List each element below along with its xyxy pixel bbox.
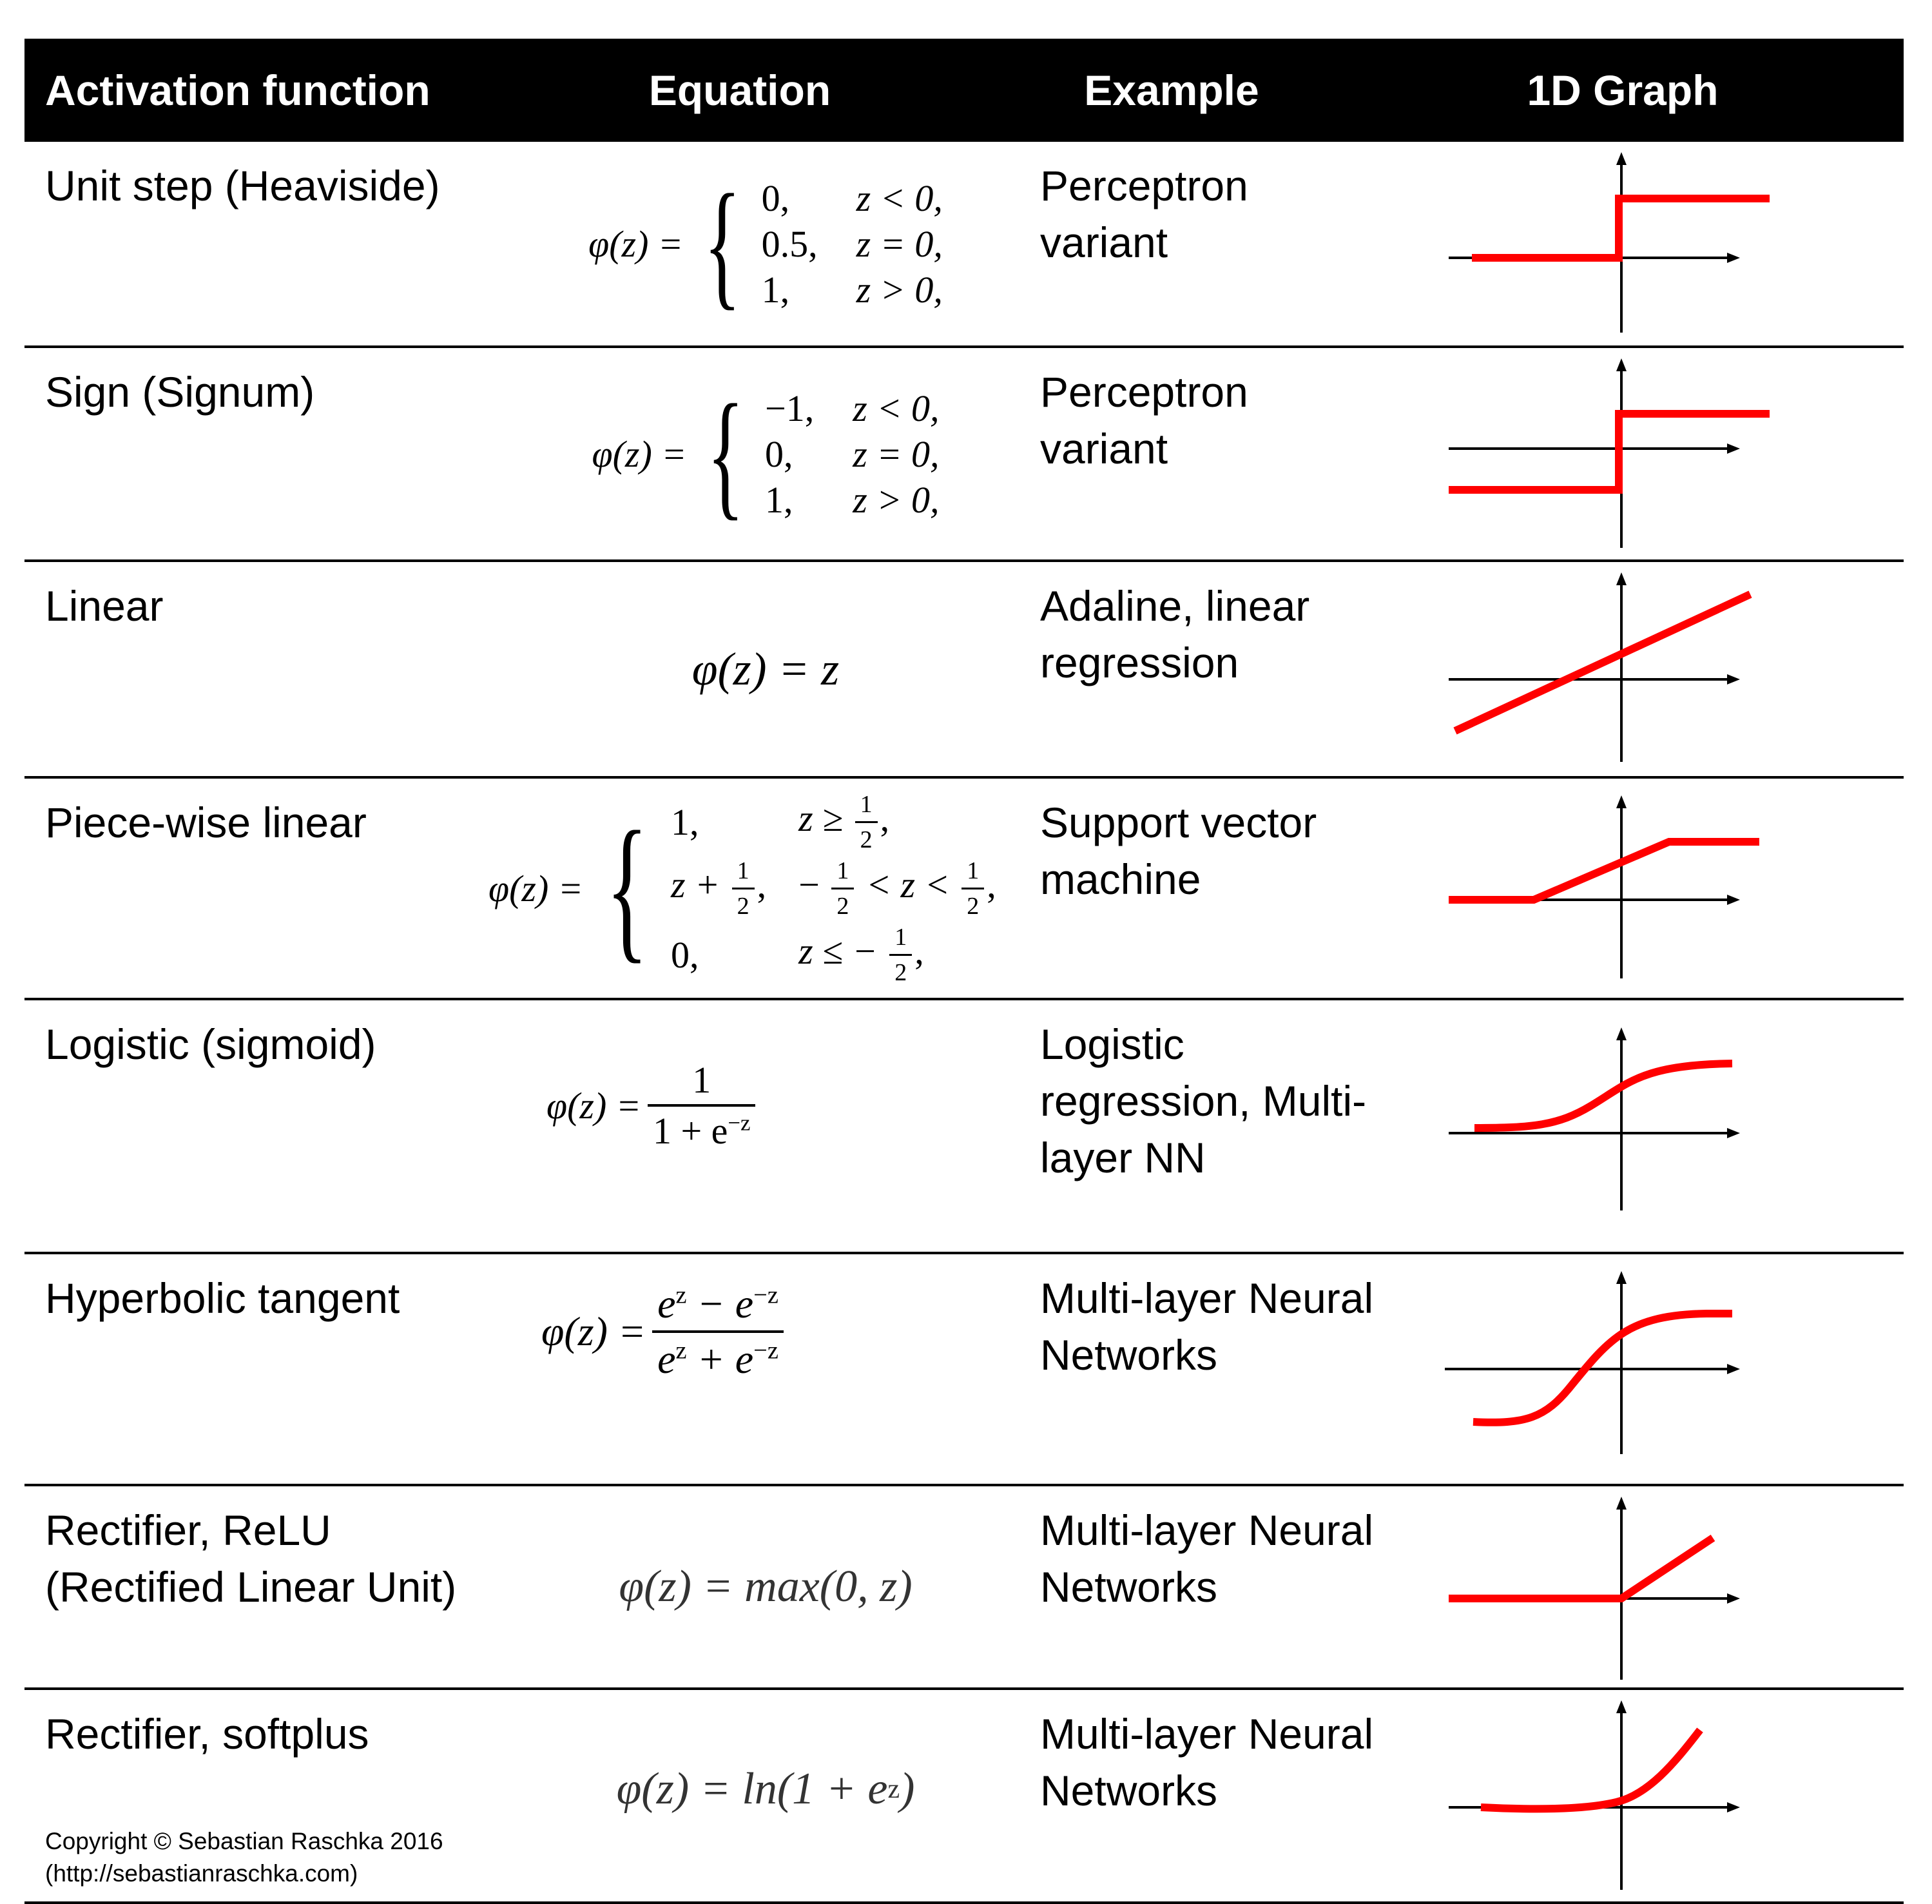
equation-lhs: φ(z) = <box>488 867 583 909</box>
copyright-url: (http://sebastianraschka.com) <box>45 1860 358 1887</box>
equation <box>488 1254 1096 1484</box>
sign-function-graph <box>1436 357 1771 550</box>
step-function-graph <box>1436 151 1771 335</box>
numerator: 1 <box>860 790 873 818</box>
separator: , <box>880 797 890 839</box>
sigmoid-graph <box>1436 1009 1771 1216</box>
piecewise-linear-graph <box>1436 788 1771 981</box>
example-text: Support vector machine <box>1040 799 1317 903</box>
y-axis-arrow-icon <box>1616 1271 1627 1284</box>
function-curve <box>1474 1064 1732 1128</box>
exponent: −z <box>728 1110 751 1136</box>
function-curve <box>1472 199 1770 258</box>
separator: , <box>987 863 996 906</box>
example-text: Perceptron variant <box>1040 368 1248 472</box>
left-brace: { <box>605 799 648 977</box>
function-name: Logistic (sigmoid) <box>45 1020 376 1068</box>
case-condition: z > 0, <box>856 268 943 311</box>
fraction <box>652 1280 784 1383</box>
x-axis-arrow-icon <box>1727 674 1740 685</box>
function-curve <box>1455 594 1750 731</box>
equation <box>488 1690 1043 1901</box>
value-text: z + <box>670 863 720 906</box>
function-name: Piece-wise linear <box>45 799 367 846</box>
separator: , <box>914 929 924 972</box>
condition-text: < z < <box>865 863 950 906</box>
x-axis-arrow-icon <box>1727 443 1740 454</box>
case-condition: z < 0, <box>856 177 943 219</box>
case-value: −1, <box>765 387 815 429</box>
header-activation-function: Activation function <box>45 66 430 114</box>
equation <box>488 142 1043 345</box>
function-curve <box>1481 1730 1700 1809</box>
table-row-hyperbolic-tangent <box>24 1254 1904 1486</box>
equation <box>488 1486 1043 1687</box>
case-condition: z < 0, <box>853 387 940 429</box>
function-curve <box>1449 414 1770 490</box>
closing-paren: ) <box>900 1764 915 1814</box>
relu-graph <box>1436 1495 1771 1682</box>
table-row-unit-step <box>24 142 1904 348</box>
condition-text: z ≤ − <box>798 929 878 972</box>
header-equation: Equation <box>648 66 831 114</box>
function-name: Linear <box>45 582 164 630</box>
equation-lhs: φ(z) = <box>541 1308 646 1354</box>
case-value: 0.5, <box>761 222 818 265</box>
exponent: −z <box>753 1281 778 1309</box>
function-curve <box>1449 1538 1713 1598</box>
x-axis-arrow-icon <box>1727 1802 1740 1812</box>
case-value: 0, <box>670 933 699 976</box>
case-value <box>671 857 766 920</box>
example-text: Multi-layer Neural Networks <box>1040 1274 1374 1379</box>
table-row-linear <box>24 562 1904 779</box>
y-axis-arrow-icon <box>1616 1497 1627 1510</box>
case-condition <box>798 790 996 854</box>
left-brace: { <box>703 165 741 322</box>
table-row-logistic <box>24 1000 1904 1254</box>
y-axis-arrow-icon <box>1616 795 1627 808</box>
example-text: Multi-layer Neural Networks <box>1040 1506 1374 1611</box>
x-axis-arrow-icon <box>1727 253 1740 263</box>
operator-term: − e <box>686 1281 754 1326</box>
fraction <box>648 1058 756 1152</box>
left-brace: { <box>707 375 745 532</box>
function-name: Unit step (Heaviside) <box>45 162 440 209</box>
numerator: 1 <box>692 1059 711 1101</box>
equation <box>488 562 1043 776</box>
separator: , <box>757 863 767 906</box>
x-axis-arrow-icon <box>1727 895 1740 905</box>
case-value: 0, <box>761 177 790 219</box>
case-condition: z = 0, <box>853 432 940 475</box>
header-example: Example <box>1084 66 1259 114</box>
x-axis-arrow-icon <box>1727 1364 1740 1374</box>
example-text: Multi-layer Neural Networks <box>1040 1710 1374 1814</box>
case-value: 0, <box>765 432 793 475</box>
case-condition: z = 0, <box>856 222 943 265</box>
exponent: z <box>675 1337 687 1365</box>
table-row-piecewise-linear <box>24 779 1904 1000</box>
exponent: −z <box>753 1337 778 1365</box>
denominator-base: 1 + e <box>652 1110 728 1152</box>
function-name: Hyperbolic tangent <box>45 1274 400 1322</box>
fraction-half <box>855 790 878 854</box>
minus-sign: − <box>798 863 820 906</box>
y-axis-arrow-icon <box>1616 152 1627 165</box>
equation-cases <box>765 387 939 521</box>
case-value: 1, <box>761 268 790 311</box>
linear-function-graph <box>1436 571 1771 764</box>
numerator: 1 <box>836 857 849 884</box>
example-text: Logistic regression, Multi-layer NN <box>1040 1020 1367 1181</box>
case-condition: z > 0, <box>853 478 940 521</box>
denominator: 2 <box>961 888 984 920</box>
example-text: Adaline, linear regression <box>1040 582 1310 686</box>
equation-text: φ(z) = ln(1 + e <box>616 1764 888 1814</box>
table-header <box>24 39 1904 142</box>
table-row-sign <box>24 348 1904 562</box>
x-axis-arrow-icon <box>1727 1128 1740 1138</box>
case-value: 1, <box>765 478 793 521</box>
function-name: Sign (Signum) <box>45 368 315 416</box>
case-value: 1, <box>670 801 699 843</box>
function-curve <box>1449 842 1759 900</box>
equation-text: φ(z) = z <box>691 643 840 695</box>
y-axis-arrow-icon <box>1616 358 1627 371</box>
numerator: 1 <box>894 923 907 951</box>
equation-lhs: φ(z) = <box>592 432 687 475</box>
case-condition <box>798 923 996 987</box>
numerator: 1 <box>737 857 749 884</box>
copyright-notice <box>45 1825 443 1890</box>
denominator: 2 <box>732 888 755 920</box>
y-axis-arrow-icon <box>1616 572 1627 585</box>
equation-lhs: φ(z) = <box>588 222 684 265</box>
tanh-graph <box>1436 1263 1771 1457</box>
equation-lhs: φ(z) = <box>546 1084 641 1127</box>
fraction-half <box>961 857 984 920</box>
y-axis-arrow-icon <box>1616 1700 1627 1713</box>
equation <box>488 1000 1101 1252</box>
copyright-line: Copyright © Sebastian Raschka 2016 <box>45 1828 443 1854</box>
example-text: Perceptron variant <box>1040 162 1248 266</box>
y-axis-arrow-icon <box>1616 1027 1627 1040</box>
equation-text: φ(z) = max(0, z) <box>619 1562 913 1611</box>
base-e: e <box>657 1281 676 1326</box>
equation <box>488 779 1043 998</box>
numerator: 1 <box>967 857 980 884</box>
denominator <box>652 1330 784 1383</box>
numerator <box>652 1280 784 1330</box>
function-name: Rectifier, softplus <box>45 1710 369 1758</box>
denominator <box>648 1104 756 1152</box>
fraction-half <box>732 857 755 920</box>
equation-cases <box>762 177 943 311</box>
x-axis-arrow-icon <box>1727 1593 1740 1604</box>
header-1d-graph: 1D Graph <box>1527 66 1719 114</box>
table-row-softplus <box>24 1690 1904 1904</box>
softplus-graph <box>1436 1699 1771 1892</box>
operator-term: + e <box>686 1336 754 1382</box>
function-name: Rectifier, ReLU (Rectified Linear Unit) <box>45 1506 457 1611</box>
denominator: 2 <box>855 821 878 854</box>
table-row-relu <box>24 1486 1904 1690</box>
activation-functions-table <box>24 39 1904 1904</box>
equation-cases <box>671 790 996 987</box>
fraction-half <box>889 923 912 987</box>
denominator: 2 <box>831 888 854 920</box>
case-condition <box>798 857 996 920</box>
fraction-half <box>831 857 854 920</box>
equation <box>488 348 1043 559</box>
base-e: e <box>657 1336 676 1382</box>
exponent: z <box>675 1281 687 1309</box>
exponent: z <box>887 1774 900 1804</box>
condition-text: z ≥ <box>798 797 844 839</box>
denominator: 2 <box>889 954 912 987</box>
